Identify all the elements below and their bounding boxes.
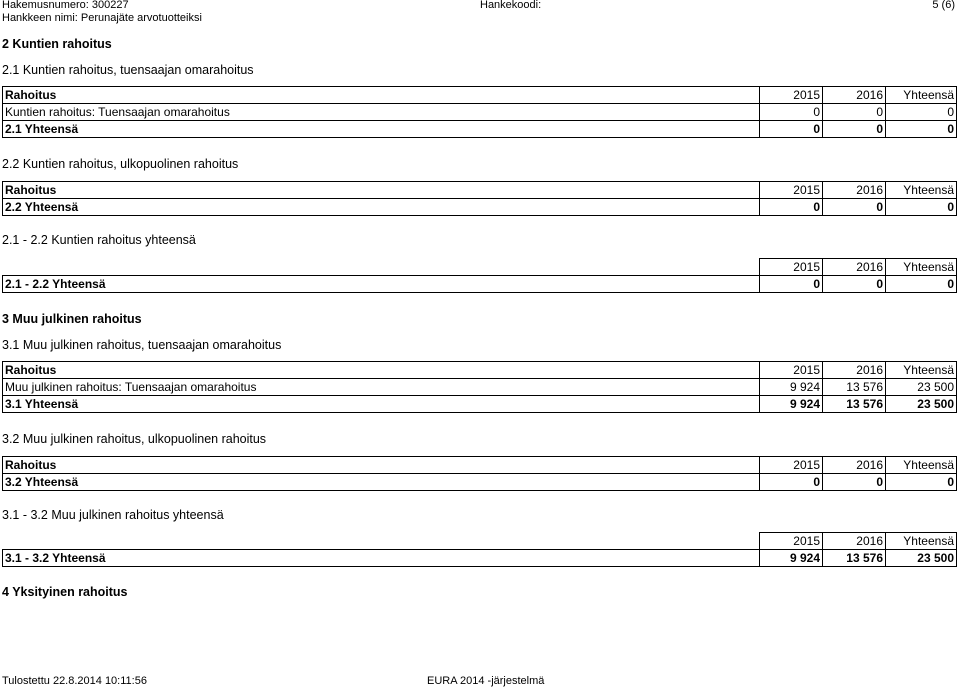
table-row (3, 104, 957, 121)
col-rahoitus: Rahoitus (3, 87, 760, 104)
total-2016: 0 (823, 276, 886, 293)
col-2016: 2016 (823, 457, 886, 474)
cell-2015: 9 924 (760, 379, 823, 396)
total-2016: 13 576 (823, 550, 886, 567)
col-yhteensa: Yhteensä (886, 362, 957, 379)
col-2015: 2015 (760, 87, 823, 104)
col-2015: 2015 (760, 182, 823, 199)
col-blank (3, 533, 760, 550)
print-timestamp: Tulostettu 22.8.2014 10:11:56 (2, 675, 147, 687)
col-yhteensa: Yhteensä (886, 182, 957, 199)
table-2-2 (2, 181, 957, 216)
row-label: Muu julkinen rahoitus: Tuensaajan omarahoitus (3, 379, 760, 396)
table-3-2 (2, 456, 957, 491)
table-header-row (3, 182, 957, 199)
table-total-row (3, 474, 957, 491)
table-header-row (3, 457, 957, 474)
col-yhteensa: Yhteensä (886, 533, 957, 550)
table-total-row (3, 550, 957, 567)
application-number: Hakemusnumero: 300227 (2, 0, 129, 11)
col-blank (3, 259, 760, 276)
table-header-row (3, 533, 957, 550)
total-label: 3.1 Yhteensä (3, 396, 760, 413)
total-2015: 0 (760, 276, 823, 293)
col-yhteensa: Yhteensä (886, 457, 957, 474)
total-2015: 9 924 (760, 550, 823, 567)
table-total-row (3, 396, 957, 413)
col-2015: 2015 (760, 259, 823, 276)
section-2-sum-title: 2.1 - 2.2 Kuntien rahoitus yhteensä (2, 233, 196, 247)
table-2-1 (2, 86, 957, 138)
total-2015: 0 (760, 121, 823, 138)
total-label: 2.2 Yhteensä (3, 199, 760, 216)
page-number: 5 (6) (932, 0, 955, 11)
total-2015: 0 (760, 474, 823, 491)
col-rahoitus: Rahoitus (3, 182, 760, 199)
table-row (3, 379, 957, 396)
section-2-1-title: 2.1 Kuntien rahoitus, tuensaajan omarahoitus (2, 63, 254, 77)
total-all: 0 (886, 474, 957, 491)
total-2016: 0 (823, 199, 886, 216)
section-3-2-title: 3.2 Muu julkinen rahoitus, ulkopuolinen rahoitus (2, 432, 267, 446)
total-2015: 9 924 (760, 396, 823, 413)
row-label: Kuntien rahoitus: Tuensaajan omarahoitus (3, 104, 760, 121)
system-name: EURA 2014 -järjestelmä (427, 675, 545, 687)
total-label: 3.2 Yhteensä (3, 474, 760, 491)
total-all: 0 (886, 121, 957, 138)
col-rahoitus: Rahoitus (3, 457, 760, 474)
table-header-row (3, 87, 957, 104)
cell-2016: 0 (823, 104, 886, 121)
total-2015: 0 (760, 199, 823, 216)
col-2016: 2016 (823, 362, 886, 379)
col-2016: 2016 (823, 259, 886, 276)
table-3-sum (2, 532, 957, 567)
col-rahoitus: Rahoitus (3, 362, 760, 379)
section-2-title: 2 Kuntien rahoitus (2, 37, 112, 51)
col-2016: 2016 (823, 87, 886, 104)
cell-total: 0 (886, 104, 957, 121)
cell-2015: 0 (760, 104, 823, 121)
total-all: 23 500 (886, 396, 957, 413)
table-3-1 (2, 361, 957, 413)
table-total-row (3, 199, 957, 216)
section-2-2-title: 2.2 Kuntien rahoitus, ulkopuolinen rahoitus (2, 157, 239, 171)
col-yhteensa: Yhteensä (886, 87, 957, 104)
total-2016: 0 (823, 121, 886, 138)
section-4-title: 4 Yksityinen rahoitus (2, 585, 128, 599)
project-code: Hankekoodi: (480, 0, 542, 11)
total-label: 2.1 Yhteensä (3, 121, 760, 138)
total-all: 0 (886, 199, 957, 216)
cell-2016: 13 576 (823, 379, 886, 396)
col-2015: 2015 (760, 533, 823, 550)
table-header-row (3, 362, 957, 379)
table-header-row (3, 259, 957, 276)
total-all: 0 (886, 276, 957, 293)
total-label: 2.1 - 2.2 Yhteensä (3, 276, 760, 293)
col-2016: 2016 (823, 533, 886, 550)
table-2-sum (2, 258, 957, 293)
col-2016: 2016 (823, 182, 886, 199)
table-total-row (3, 276, 957, 293)
total-2016: 0 (823, 474, 886, 491)
section-3-1-title: 3.1 Muu julkinen rahoitus, tuensaajan omarahoitus (2, 338, 282, 352)
col-2015: 2015 (760, 362, 823, 379)
section-3-title: 3 Muu julkinen rahoitus (2, 312, 142, 326)
section-3-sum-title: 3.1 - 3.2 Muu julkinen rahoitus yhteensä (2, 508, 224, 522)
col-yhteensa: Yhteensä (886, 259, 957, 276)
total-2016: 13 576 (823, 396, 886, 413)
cell-total: 23 500 (886, 379, 957, 396)
project-name: Hankkeen nimi: Perunajäte arvotuotteiksi (2, 12, 202, 24)
total-label: 3.1 - 3.2 Yhteensä (3, 550, 760, 567)
col-2015: 2015 (760, 457, 823, 474)
total-all: 23 500 (886, 550, 957, 567)
table-total-row (3, 121, 957, 138)
